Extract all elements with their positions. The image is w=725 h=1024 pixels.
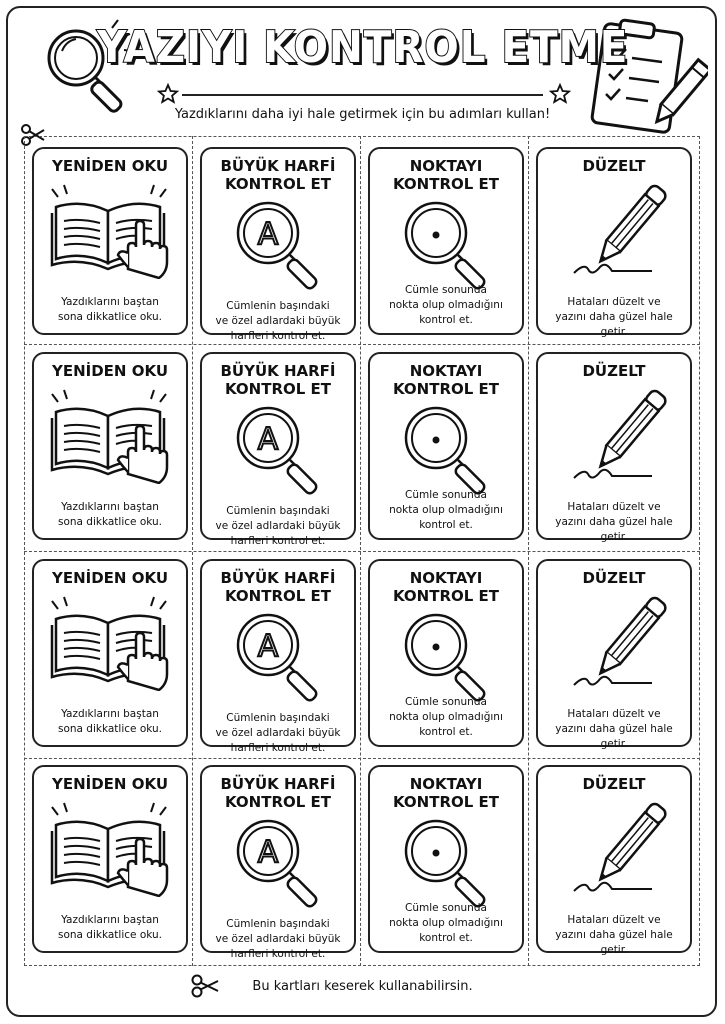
card-title [34, 362, 186, 380]
footer-text: Bu kartları keserek kullanabilirsin. [252, 979, 473, 994]
pencil-icon [568, 797, 678, 901]
card-desc-line: Hataları düzelt ve [567, 914, 661, 926]
card-fix [536, 559, 692, 750]
card-desc-line: yazını daha güzel hale getir. [555, 723, 673, 750]
card-desc-line: ve özel adlardaki büyük [215, 933, 341, 945]
cut-line [24, 551, 700, 552]
card-desc-line: harfleri kontrol et. [230, 948, 326, 960]
card-title [370, 157, 522, 193]
card-title-line: NOKTAYI [409, 157, 483, 175]
card-desc-line: yazını daha güzel hale getir. [555, 516, 673, 543]
card-desc-line: Cümle sonunda [405, 284, 487, 296]
card-title-line: KONTROL ET [224, 587, 332, 605]
open-book-hand-icon [46, 183, 174, 279]
card-description [542, 295, 686, 340]
magnifier-dot-icon [394, 605, 504, 705]
card-title-line: KONTROL ET [224, 175, 332, 193]
title-rule [182, 94, 543, 96]
card-period [368, 559, 524, 747]
card-description [206, 711, 350, 756]
card-capital [200, 765, 356, 960]
card-title-line: NOKTAYI [409, 569, 483, 587]
card-title-line: KONTROL ET [392, 380, 500, 398]
card-title [370, 569, 522, 605]
card-fix [536, 765, 692, 956]
pencil-icon [568, 179, 678, 283]
card-title-line: KONTROL ET [224, 380, 332, 398]
letter-a-glyph: A [257, 422, 279, 457]
card-title-line: NOKTAYI [409, 775, 483, 793]
card-desc-line: Cümle sonunda [405, 489, 487, 501]
star-icon [157, 83, 179, 105]
card-title [34, 775, 186, 793]
card-desc-line: nokta olup olmadığını [389, 917, 503, 929]
card-read [32, 147, 188, 335]
card-period [368, 352, 524, 540]
card-desc-line: nokta olup olmadığını [389, 299, 503, 311]
pencil-icon [568, 384, 678, 488]
card-title-line: DÜZELT [582, 775, 646, 793]
magnifier-letter-icon [226, 398, 336, 498]
card-desc-line: sona dikkatlice oku. [57, 929, 162, 941]
page-title: YAZIYI KONTROL ETME [96, 22, 629, 73]
scissors-icon [190, 973, 220, 999]
card-desc-line: kontrol et. [419, 519, 473, 531]
card-desc-line: ve özel adlardaki büyük [215, 727, 341, 739]
card-desc-line: yazını daha güzel hale getir. [555, 311, 673, 338]
card-fix [536, 352, 692, 543]
card-title [538, 157, 690, 175]
card-desc-line: harfleri kontrol et. [230, 330, 326, 342]
card-desc-line: kontrol et. [419, 726, 473, 738]
card-desc-line: Cümle sonunda [405, 696, 487, 708]
card-desc-line: nokta olup olmadığını [389, 504, 503, 516]
card-period [368, 147, 524, 335]
card-description [374, 283, 518, 328]
card-description [374, 901, 518, 946]
card-desc-line: kontrol et. [419, 932, 473, 944]
card-read [32, 765, 188, 953]
card-description [542, 707, 686, 752]
magnifier-letter-icon [226, 605, 336, 705]
card-read [32, 559, 188, 747]
magnifier-letter-icon [226, 811, 336, 911]
card-description [374, 488, 518, 533]
card-desc-line: Hataları düzelt ve [567, 708, 661, 720]
card-desc-line: Cümlenin başındaki [226, 712, 330, 724]
cut-line [24, 758, 700, 759]
card-description [38, 295, 182, 325]
card-title [370, 775, 522, 811]
card-title-line: BÜYÜK HARFİ [220, 775, 336, 793]
card-description [38, 707, 182, 737]
card-desc-line: nokta olup olmadığını [389, 711, 503, 723]
cut-line [24, 344, 700, 345]
card-title-line: YENİDEN OKU [51, 569, 168, 587]
card-title-line: KONTROL ET [392, 175, 500, 193]
card-read [32, 352, 188, 540]
letter-a-glyph: A [257, 217, 279, 252]
card-fix [536, 147, 692, 338]
card-desc-line: sona dikkatlice oku. [57, 723, 162, 735]
card-title-line: YENİDEN OKU [51, 362, 168, 380]
card-description [38, 913, 182, 943]
card-title-line: YENİDEN OKU [51, 775, 168, 793]
card-title [538, 569, 690, 587]
open-book-hand-icon [46, 595, 174, 691]
card-desc-line: harfleri kontrol et. [230, 535, 326, 547]
card-description [206, 504, 350, 549]
card-title-line: BÜYÜK HARFİ [220, 569, 336, 587]
card-desc-line: Cümlenin başındaki [226, 300, 330, 312]
card-title [34, 157, 186, 175]
card-desc-line: Yazdıklarını baştan [61, 708, 159, 720]
card-desc-line: Yazdıklarını baştan [61, 501, 159, 513]
card-desc-line: ve özel adlardaki büyük [215, 315, 341, 327]
open-book-hand-icon [46, 801, 174, 897]
card-desc-line: Yazdıklarını baştan [61, 296, 159, 308]
card-period [368, 765, 524, 953]
magnifier-dot-icon [394, 811, 504, 911]
card-desc-line: Yazdıklarını baştan [61, 914, 159, 926]
card-desc-line: yazını daha güzel hale getir. [555, 929, 673, 956]
subtitle: Yazdıklarını daha iyi hale getirmek için bu adımları kullan! [174, 107, 551, 122]
star-icon [549, 83, 571, 105]
card-capital [200, 559, 356, 754]
card-desc-line: sona dikkatlice oku. [57, 311, 162, 323]
card-desc-line: Cümlenin başındaki [226, 505, 330, 517]
card-title [202, 362, 354, 398]
letter-a-glyph: A [257, 835, 279, 870]
card-desc-line: Hataları düzelt ve [567, 296, 661, 308]
card-title [34, 569, 186, 587]
card-description [542, 500, 686, 545]
pencil-icon [568, 591, 678, 695]
card-title-line: DÜZELT [582, 157, 646, 175]
card-desc-line: ve özel adlardaki büyük [215, 520, 341, 532]
card-title [202, 775, 354, 811]
card-title-line: KONTROL ET [392, 587, 500, 605]
card-title-line: KONTROL ET [224, 793, 332, 811]
card-title [538, 775, 690, 793]
open-book-hand-icon [46, 388, 174, 484]
card-desc-line: Hataları düzelt ve [567, 501, 661, 513]
card-description [542, 913, 686, 958]
card-title-line: YENİDEN OKU [51, 157, 168, 175]
card-title-line: KONTROL ET [392, 793, 500, 811]
magnifier-dot-icon [394, 398, 504, 498]
card-description [206, 299, 350, 344]
card-desc-line: harfleri kontrol et. [230, 742, 326, 754]
card-title-line: BÜYÜK HARFİ [220, 157, 336, 175]
card-desc-line: sona dikkatlice oku. [57, 516, 162, 528]
magnifier-letter-icon [226, 193, 336, 293]
card-desc-line: Cümlenin başındaki [226, 918, 330, 930]
card-capital [200, 147, 356, 342]
card-title-line: DÜZELT [582, 362, 646, 380]
letter-a-glyph: A [257, 629, 279, 664]
card-title [538, 362, 690, 380]
card-title [202, 157, 354, 193]
card-title-line: NOKTAYI [409, 362, 483, 380]
magnifier-dot-icon [394, 193, 504, 293]
page-title-wrap [0, 22, 725, 73]
card-description [374, 695, 518, 740]
card-desc-line: kontrol et. [419, 314, 473, 326]
card-desc-line: Cümle sonunda [405, 902, 487, 914]
card-capital [200, 352, 356, 547]
card-title [202, 569, 354, 605]
card-title [370, 362, 522, 398]
card-description [206, 917, 350, 962]
card-title-line: DÜZELT [582, 569, 646, 587]
card-title-line: BÜYÜK HARFİ [220, 362, 336, 380]
card-description [38, 500, 182, 530]
